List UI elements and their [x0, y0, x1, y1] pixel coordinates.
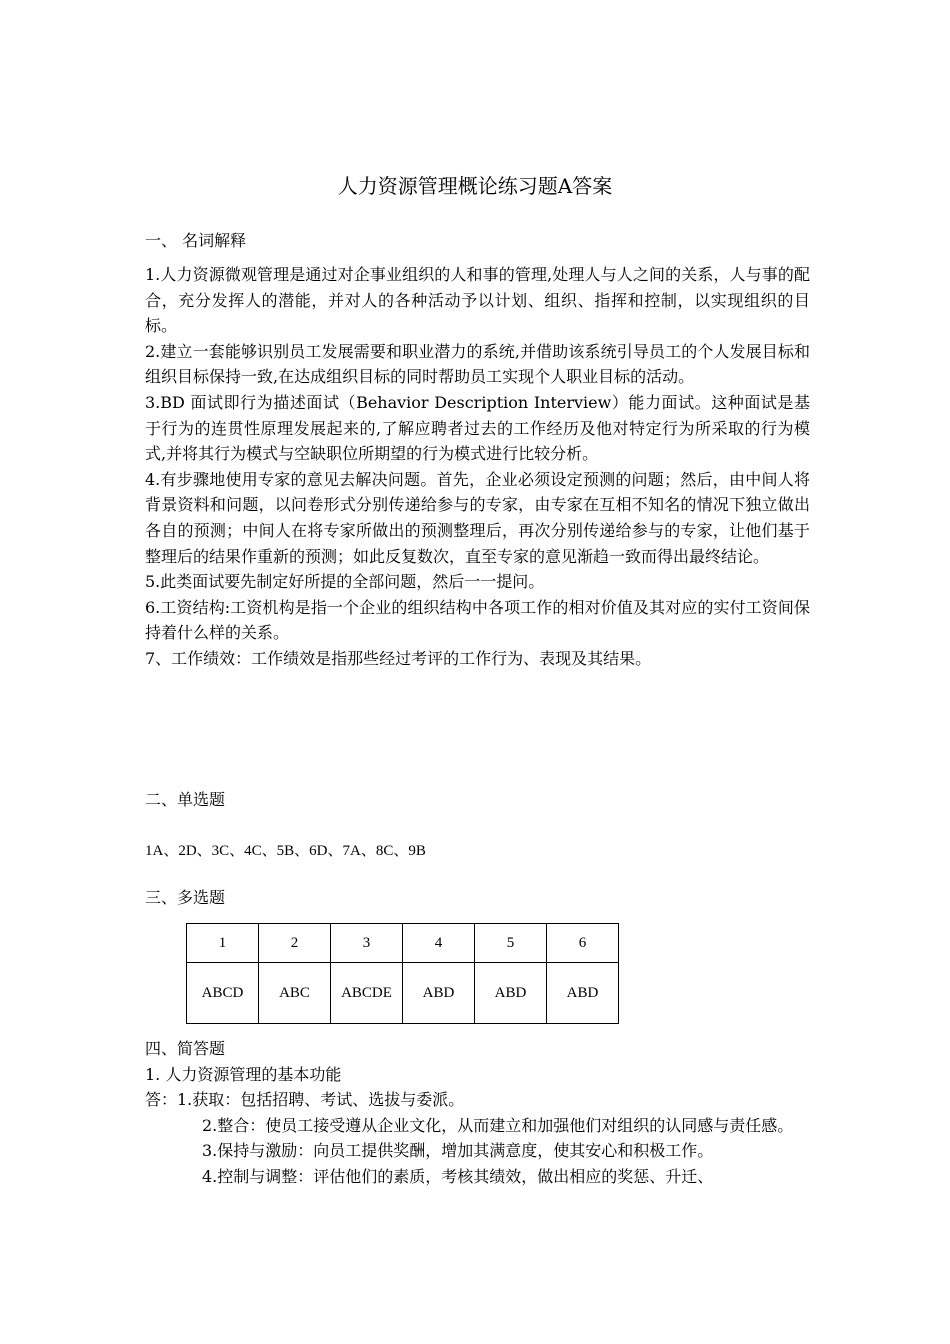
question-text: 1. 人力资源管理的基本功能 [145, 1064, 342, 1084]
table-row [187, 924, 619, 963]
answer-line: 4.控制与调整：评估他们的素质，考核其绩效，做出相应的奖惩、升迁、 [202, 1166, 714, 1186]
table-row [187, 963, 619, 1024]
definition-item: 5.此类面试要先制定好所提的全部问题，然后一一提问。 [145, 572, 545, 592]
answer-line: 答：1.获取：包括招聘、考试、选拔与委派。 [145, 1090, 465, 1110]
section-heading-definitions: 一、 名词解释 [145, 231, 247, 250]
answer-cell: ABD [403, 963, 475, 1024]
answer-line: 2.整合：使员工接受遵从企业文化，从而建立和加强他们对组织的认同感与责任感。 [202, 1115, 794, 1135]
answer-cell: ABCDE [331, 963, 403, 1024]
section-heading-multiple-choice: 三、多选题 [145, 888, 226, 907]
question-number-cell: 4 [403, 924, 475, 963]
answer-cell: ABD [475, 963, 547, 1024]
section-heading-single-choice: 二、单选题 [145, 790, 226, 809]
question-number-cell: 3 [331, 924, 403, 963]
answer-cell: ABD [547, 963, 619, 1024]
question-number-cell: 5 [475, 924, 547, 963]
definitions-list [145, 262, 810, 672]
question-number-cell: 1 [187, 924, 259, 963]
multiple-choice-table [186, 923, 619, 1024]
short-answer-section [145, 1036, 810, 1190]
answer-cell: ABC [259, 963, 331, 1024]
answer-line: 3.保持与激励：向员工提供奖酬，增加其满意度，使其安心和积极工作。 [202, 1141, 714, 1161]
single-choice-answers: 1A、2D、3C、4C、5B、6D、7A、8C、9B [145, 843, 426, 859]
answer-cell: ABCD [187, 963, 259, 1024]
section-heading-short-answer: 四、简答题 [145, 1039, 226, 1058]
definition-item: 3.BD 面试即行为描述面试（Behavior Description Interview）能力面试。这种面试是基于行为的连贯性原理发展起来的,了解应聘者过去的工作经历及他对特定行为所采取的行为模式,并将其行为模式与空缺职位所期望的行为模式进行比较分析。 [145, 392, 810, 464]
definition-item: 1.人力资源微观管理是通过对企事业组织的人和事的管理,处理人与人之间的关系，人与事的配合，充分发挥人的潜能，并对人的各种活动予以计划、组织、指挥和控制，以实现组织的目标。 [145, 265, 810, 336]
question-number-cell: 2 [259, 924, 331, 963]
definition-item: 2.建立一套能够识别员工发展需要和职业潜力的系统,并借助该系统引导员工的个人发展目标和组织目标保持一致,在达成组织目标的同时帮助员工实现个人职业目标的活动。 [145, 341, 810, 387]
definition-item: 4.有步骤地使用专家的意见去解决问题。首先，企业必须设定预测的问题；然后，由中间人将背景资料和问题，以问卷形式分别传递给参与的专家，由专家在互相不知名的情况下独立做出各自的预测；中间人在将专家所做出的预测整理后，再次分别传递给参与的专家，让他们基于整理后的结果作重新的预测；如此反复数次，直至专家的意见渐趋一致而得出最终结论。 [145, 469, 810, 566]
definition-item: 6.工资结构:工资机构是指一个企业的组织结构中各项工作的相对价值及其对应的实付工资间保持着什么样的关系。 [145, 597, 810, 643]
definition-item: 7、工作绩效：工作绩效是指那些经过考评的工作行为、表现及其结果。 [145, 648, 652, 668]
question-number-cell: 6 [547, 924, 619, 963]
page-title: 人力资源管理概论练习题A答案 [337, 174, 613, 198]
